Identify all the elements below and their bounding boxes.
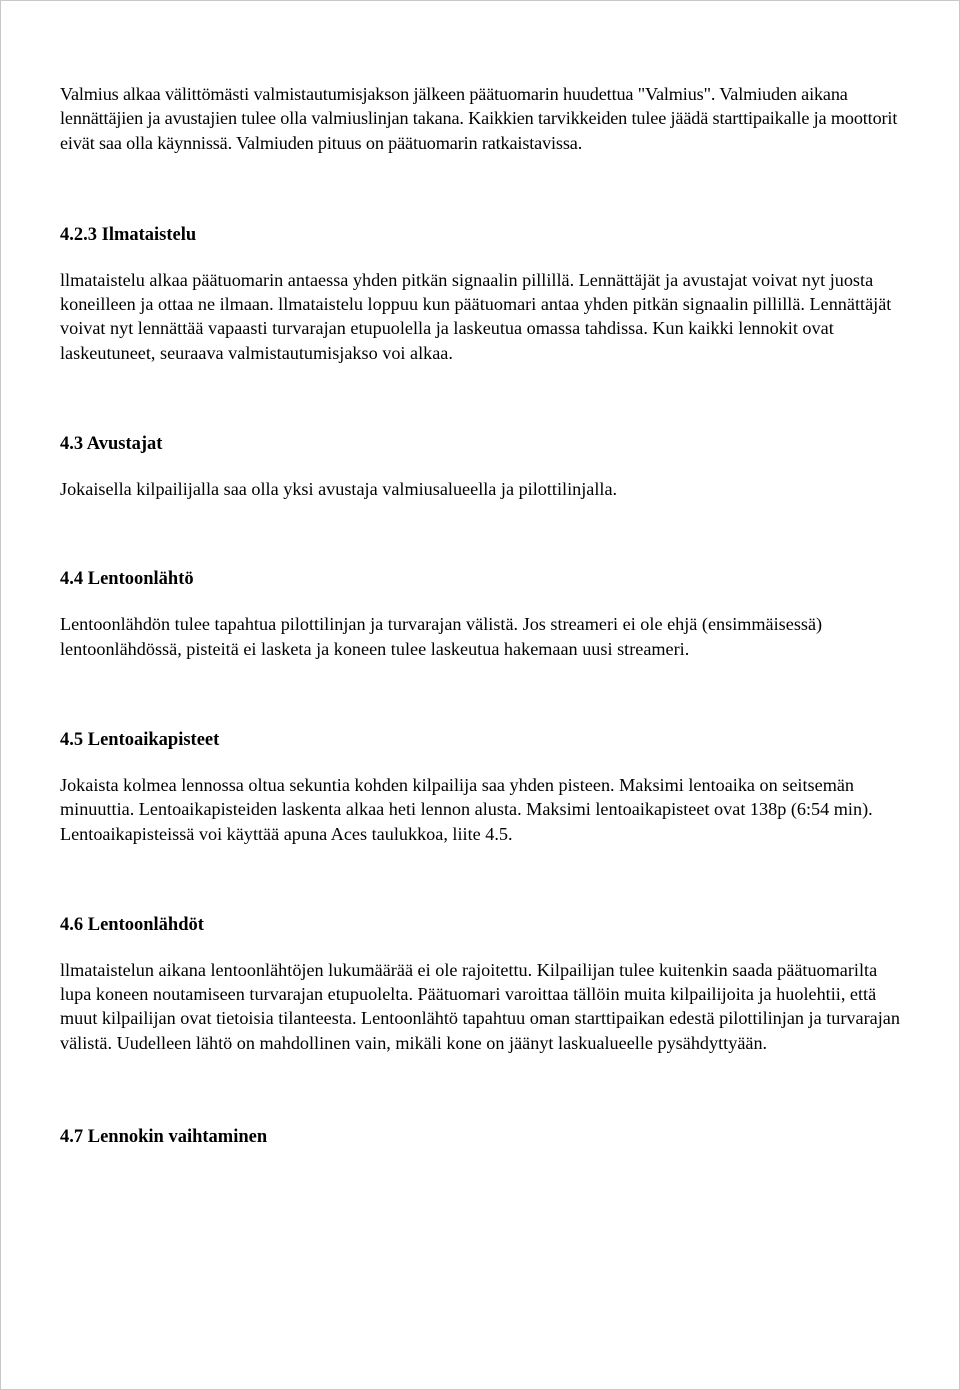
section-heading-lentoaikapisteet: 4.5 Lentoaikapisteet [60,729,220,750]
section-heading-ilmataistelu: 4.2.3 Ilmataistelu [60,224,197,245]
section-heading-lennokin-vaihtaminen: 4.7 Lennokin vaihtaminen [60,1127,268,1148]
section-heading-lentoonlahdot: 4.6 Lentoonlähdöt [60,914,204,935]
document-content [60,82,900,1149]
section-body-lentoonlahto: Lentoonlähdön tulee tapahtua pilottilinjan ja turvarajan välistä. Jos streameri ei ole ehjä (ensimmäisessä) lentoonlähdössä, pisteitä ei lasketa ja koneen tulee laskeutua hakemaan uusi streameri. [60,614,823,659]
section-heading-avustajat: 4.3 Avustajat [60,434,163,455]
section-heading-lentoonlahto: 4.4 Lentoonlähtö [60,569,194,590]
section-body-avustajat: Jokaisella kilpailijalla saa olla yksi avustaja valmiusalueella ja pilottilinjalla. [60,479,618,500]
intro-paragraph: Valmius alkaa välittömästi valmistautumisjakson jälkeen päätuomarin huudettua "Valmius". Valmiuden aikana lennättäjien ja avustajien tulee olla valmiuslinjan takana. Kaikkien tarvikkeiden tulee jäädä starttipaikalle ja moottorit eivät saa olla käynnissä. Valmiuden pituus on päätuomarin ratkaistavissa. [60,84,898,153]
section-body-lentoaikapisteet: Jokaista kolmea lennossa oltua sekuntia kohden kilpailija saa yhden pisteen. Maksimi lentoaika on seitsemän minuuttia. Lentoaikapisteiden laskenta alkaa heti lennon alusta. Maksimi lentoaikapisteet ovat 138p (6:54 min). Lentoaikapisteissä voi käyttää apuna Aces taulukkoa, liite 4.5. [60,774,873,844]
section-body-ilmataistelu: llmataistelu alkaa päätuomarin antaessa yhden pitkän signaalin pillillä. Lennättäjät ja avustajat voivat nyt juosta koneilleen ja ottaa ne ilmaan. llmataistelu loppuu kun päätuomari antaa yhden pitkän signaalin pillillä. Lennättäjät voivat nyt lennättää vapaasti turvarajan etupuolella ja laskeutua omassa tahdissa. Kun kaikki lennokit ovat laskeutuneet, seuraava valmistautumisjakso voi alkaa. [60,269,892,363]
section-body-lentoonlahdot: llmataistelun aikana lentoonlähtöjen lukumäärää ei ole rajoitettu. Kilpailijan tulee kuitenkin saada päätuomarilta lupa koneen noutamiseen turvarajan etupuolelta. Päätuomari varoittaa tällöin muita kilpailijoita ja huolehtii, että muut kilpailijan ovat tietoisia tilanteesta. Lentoonlähtö tapahtuu oman starttipaikan edestä pilottilinjan ja turvarajan välistä. Uudelleen lähtö on mahdollinen vain, mikäli kone on jäänyt laskualueelle pysähdyttyään. [60,959,900,1053]
